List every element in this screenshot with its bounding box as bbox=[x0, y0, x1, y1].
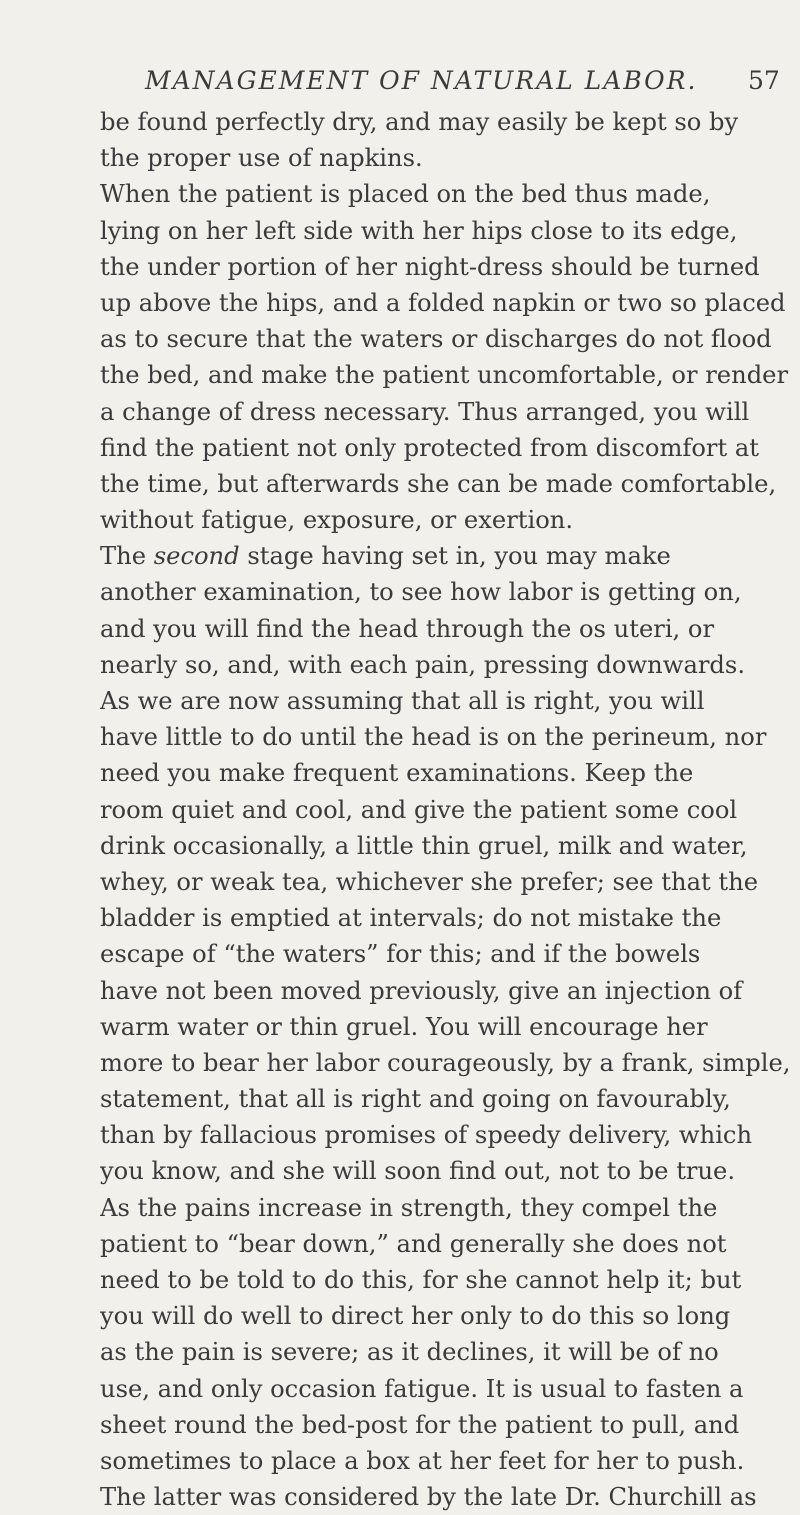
text-line: The latter was considered by the late Dr. Churchill as bbox=[100, 1483, 757, 1512]
text-line: The second stage having set in, you may make bbox=[100, 542, 671, 571]
text-line: sheet round the bed-post for the patient to pull, and bbox=[100, 1410, 740, 1439]
text-line: the proper use of napkins. bbox=[100, 144, 423, 173]
text-line: need to be told to do this, for she cannot help it; but bbox=[100, 1266, 742, 1294]
text-line: the bed, and make the patient uncomfortable, or render bbox=[100, 361, 789, 390]
text-line: as to secure that the waters or discharges do not flood bbox=[100, 325, 772, 354]
text-line: As we are now assuming that all is right, you will bbox=[100, 687, 705, 715]
text-line: have not been moved previously, give an injection of bbox=[100, 976, 743, 1005]
text-line: room quiet and cool, and give the patient some cool bbox=[100, 795, 738, 824]
running-head bbox=[0, 60, 800, 100]
text-line: another examination, to see how labor is getting on, bbox=[100, 578, 742, 607]
text-line: warm water or thin gruel. You will encourage her bbox=[100, 1012, 708, 1041]
text-line: be found perfectly dry, and may easily be kept so by bbox=[100, 108, 739, 136]
text-line: statement, that all is right and going on favourably, bbox=[100, 1085, 731, 1114]
text-line: you will do well to direct her only to do this so long bbox=[100, 1302, 731, 1331]
text-line: without fatigue, exposure, or exertion. bbox=[100, 506, 574, 535]
text-line: patient to “bear down,” and generally she does not bbox=[100, 1229, 727, 1258]
text-line: up above the hips, and a folded napkin or two so placed bbox=[100, 288, 786, 317]
text-line: lying on her left side with her hips close to its edge, bbox=[100, 216, 738, 245]
text-line: than by fallacious promises of speedy delivery, which bbox=[100, 1121, 753, 1150]
text-line: find the patient not only protected from discomfort at bbox=[100, 433, 760, 462]
text-line: bladder is emptied at intervals; do not mistake the bbox=[100, 904, 722, 933]
text-line: you know, and she will soon find out, not to be true. bbox=[100, 1157, 736, 1186]
text-line: As the pains increase in strength, they compel the bbox=[100, 1193, 718, 1222]
text-line: and you will find the head through the os uteri, or bbox=[100, 614, 715, 643]
text-line: a change of dress necessary. Thus arranged, you will bbox=[100, 397, 750, 426]
emphasis: second bbox=[153, 542, 240, 571]
text-line: need you make frequent examinations. Keep the bbox=[100, 759, 694, 788]
running-head-title: MANAGEMENT OF NATURAL LABOR. bbox=[145, 66, 698, 95]
text-line: nearly so, and, with each pain, pressing downwards. bbox=[100, 650, 746, 679]
text-line: drink occasionally, a little thin gruel, milk and water, bbox=[100, 831, 748, 860]
text-line: more to bear her labor courageously, by a frank, simple, bbox=[100, 1048, 791, 1077]
text-line: escape of “the waters” for this; and if the bowels bbox=[100, 940, 701, 969]
text-line: sometimes to place a box at her feet for her to push. bbox=[100, 1446, 745, 1475]
text-line: as the pain is severe; as it declines, it will be of no bbox=[100, 1338, 719, 1367]
text-line: When the patient is placed on the bed thus made, bbox=[100, 180, 711, 209]
page-number: 57 bbox=[748, 66, 780, 95]
text-line: have little to do until the head is on the perineum, nor bbox=[100, 723, 767, 752]
text-line: whey, or weak tea, whichever she prefer; see that the bbox=[100, 867, 759, 896]
text-line: the under portion of her night-dress should be turned bbox=[100, 252, 760, 281]
body-text bbox=[100, 104, 800, 1515]
text-line: use, and only occasion fatigue. It is usual to fasten a bbox=[100, 1374, 744, 1403]
text-line: the time, but afterwards she can be made comfortable, bbox=[100, 469, 777, 498]
